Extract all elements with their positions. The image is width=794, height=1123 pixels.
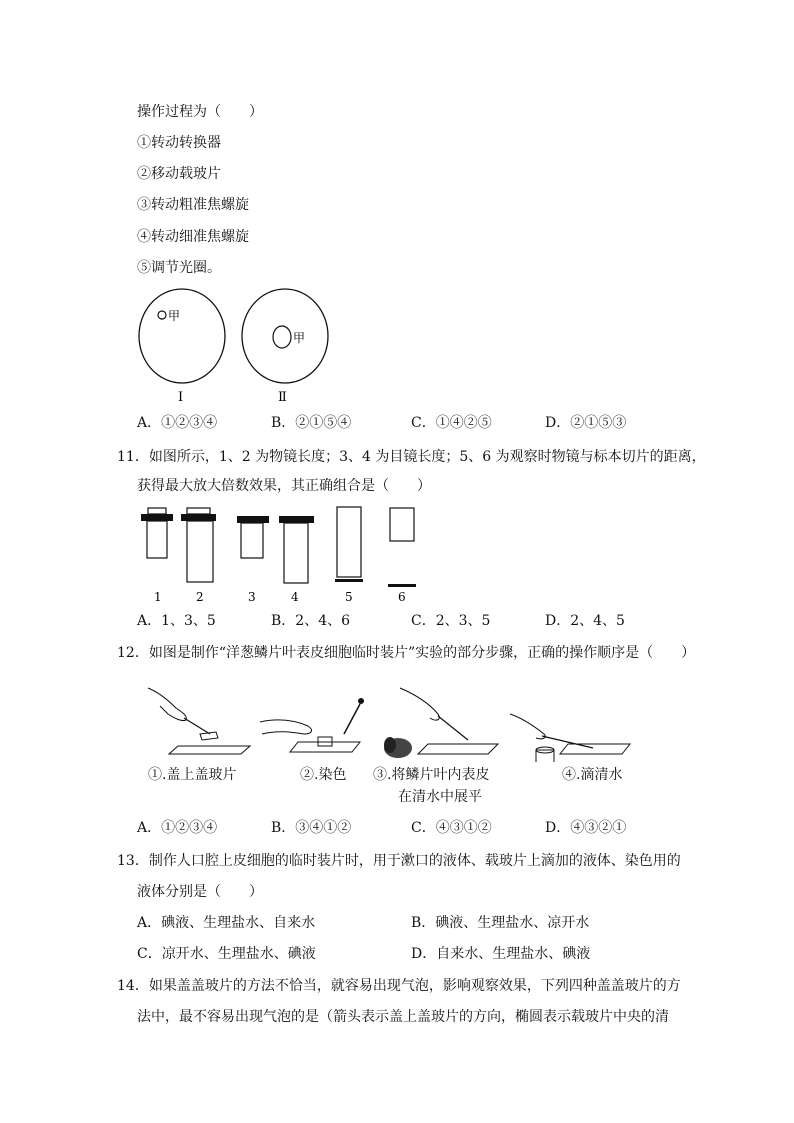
lens-4-cap [279,516,314,523]
lens-label-2: 2 [196,590,204,604]
microscope-field-of-view-figure [130,285,330,405]
step-2-illustration [260,698,364,752]
lens-4-body [284,523,308,583]
lens-2-top [187,508,210,514]
slide-preparation-figure [138,682,638,762]
q13-stem-line1: 13．制作人口腔上皮细胞的临时装片时，用于漱口的液体、载玻片上滴加的液体、染色用的 [117,853,681,869]
lens-1-body [147,521,167,558]
lens-label-1: 1 [154,590,162,604]
q13-option-c[interactable]: C．凉开水、生理盐水、碘液 [137,946,316,962]
q12-caption-2: ②.染色 [300,767,347,783]
q10-intro: 操作过程为（ ） [137,104,263,120]
lens-2-cap [181,514,216,521]
q11-option-d[interactable]: D．2、4、5 [545,613,625,629]
q12-caption-1: ①.盖上盖玻片 [148,767,237,783]
lens-3-body [241,523,263,558]
view-label-2: Ⅱ [278,390,287,405]
field-of-view-2 [242,289,328,383]
q14-stem-line1: 14．如果盖盖玻片的方法不恰当，就容易出现气泡，影响观察效果，下列四种盖盖玻片的方 [117,978,681,994]
q10-step-2: ②移动载玻片 [137,166,221,182]
q10-step-3: ③转动粗准焦螺旋 [137,197,249,213]
lens-figure [138,505,428,605]
q10-option-b[interactable]: B．②①⑤④ [271,415,352,431]
q11-option-a[interactable]: A．1、3、5 [137,613,216,629]
lens-label-5: 5 [345,590,353,604]
q10-step-5: ⑤调节光圈。 [137,260,221,276]
lens-2-body [187,521,213,582]
specimen-small [158,311,166,319]
step-1-illustration [148,688,250,754]
q12-caption-3a: ③.将鳞片叶内表皮 [373,767,490,783]
lens-1-top [148,508,166,514]
q12-caption-3b: 在清水中展平 [398,789,482,805]
q10-option-c[interactable]: C．①④②⑤ [411,415,492,431]
specimen-label-2: 甲 [293,331,306,345]
view-label-1: Ⅰ [178,390,184,405]
step-3-illustration [384,688,498,758]
q10-option-a[interactable]: A．①②③④ [137,415,218,431]
q10-step-1: ①转动转换器 [137,135,221,151]
lens-5-body [337,507,361,577]
lens-6-body [390,508,414,541]
q13-option-b[interactable]: B．碘液、生理盐水、凉开水 [411,915,590,931]
q12-caption-4: ④.滴清水 [562,767,623,783]
lens-5-slide [335,579,363,582]
specimen-large [273,326,291,348]
lens-3-cap [237,516,269,523]
q12-option-b[interactable]: B．③④①② [271,820,352,836]
q13-option-a[interactable]: A．碘液、生理盐水、自来水 [137,915,316,931]
q11-option-b[interactable]: B．2、4、6 [271,613,351,629]
lens-label-3: 3 [248,590,256,604]
q11-option-c[interactable]: C．2、3、5 [411,613,491,629]
lens-1-cap [141,514,173,521]
q12-option-a[interactable]: A．①②③④ [137,820,218,836]
lens-6-slide [388,584,416,587]
q14-stem-line2: 法中，最不容易出现气泡的是（箭头表示盖上盖玻片的方向，椭圆表示载玻片中央的清 [137,1009,669,1025]
q12-stem-line1: 12．如图是制作“洋葱鳞片叶表皮细胞临时装片”实验的部分步骤，正确的操作顺序是（ ） [117,645,696,661]
q13-option-d[interactable]: D．自来水、生理盐水、碘液 [411,946,591,962]
specimen-label-1: 甲 [168,309,181,323]
q12-option-d[interactable]: D．④③②① [545,820,627,836]
field-of-view-1 [139,289,225,383]
q11-stem-line2: 获得最大放大倍数效果，其正确组合是（ ） [137,478,431,494]
q11-stem-line1: 11．如图所示，1、2 为物镜长度；3、4 为目镜长度；5、6 为观察时物镜与标本切片的距离， [117,449,706,465]
q12-option-c[interactable]: C．④③①② [411,820,492,836]
lens-label-4: 4 [291,590,299,604]
q10-step-4: ④转动细准焦螺旋 [137,229,249,245]
q13-stem-line2: 液体分别是（ ） [137,884,263,900]
lens-label-6: 6 [398,590,406,604]
step-4-illustration [510,714,630,762]
q10-option-d[interactable]: D．②①⑤③ [545,415,627,431]
